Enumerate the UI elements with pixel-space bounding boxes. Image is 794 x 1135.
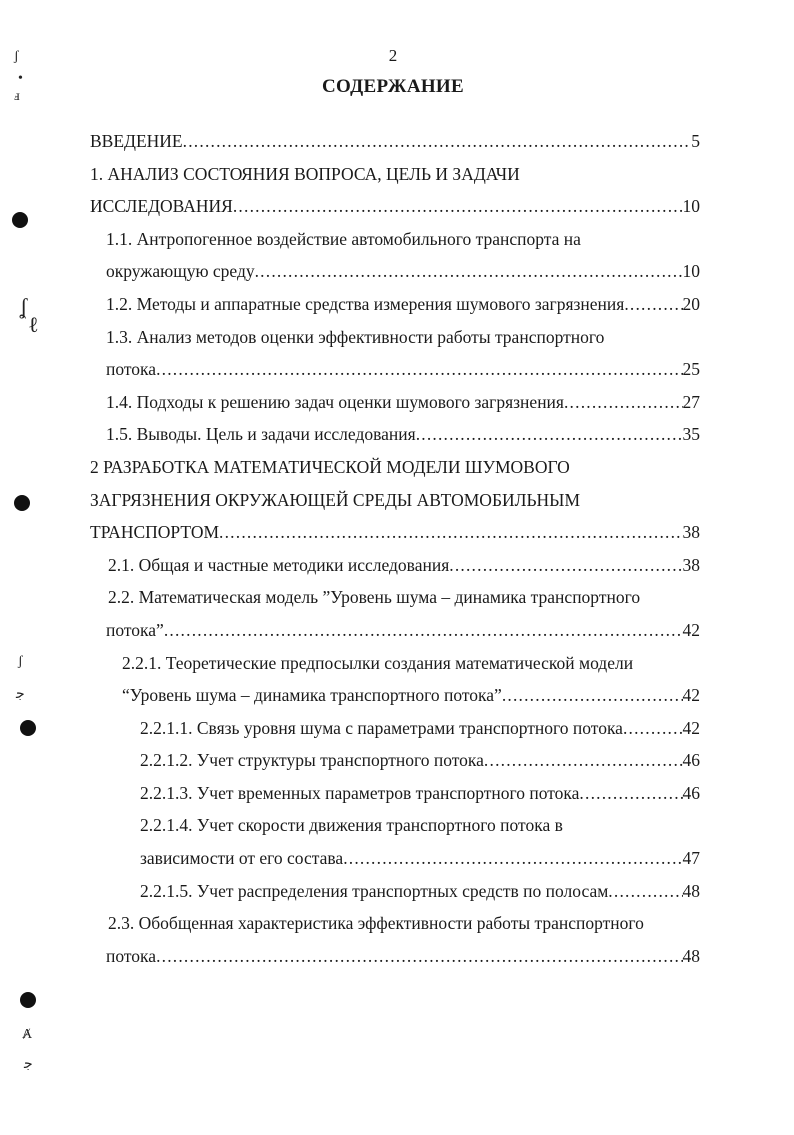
- toc-page-number: 47: [682, 848, 700, 869]
- toc-entry-text: 2 РАЗРАБОТКА МАТЕМАТИЧЕСКОЙ МОДЕЛИ ШУМОВОГО: [90, 456, 570, 477]
- margin-mark: Ⱥ: [22, 1027, 33, 1042]
- toc-entry-text: 1.5. Выводы. Цель и задачи исследования: [106, 424, 416, 445]
- toc-entry-text: ЗАГРЯЗНЕНИЯ ОКРУЖАЮЩЕЙ СРЕДЫ АВТОМОБИЛЬНЫМ: [90, 489, 581, 510]
- toc-page-number: 35: [682, 424, 700, 445]
- toc-entry-1-2[interactable]: [90, 288, 700, 321]
- toc-page-number: 5: [691, 131, 700, 151]
- toc-entry-2-2-1-2[interactable]: [90, 744, 700, 777]
- margin-mark: ﺟ: [24, 1057, 33, 1072]
- toc-entry-text: 1.4. Подходы к решению задач оценки шумового загрязнения: [106, 391, 564, 412]
- toc-entry-text: потока”: [106, 619, 164, 640]
- toc-page-number: 48: [682, 880, 700, 901]
- toc-entry-text: 1. АНАЛИЗ СОСТОЯНИЯ ВОПРОСА, ЦЕЛЬ И ЗАДАЧИ: [90, 163, 520, 184]
- toc-entry-text: “Уровень шума – динамика транспортного потока”: [122, 685, 502, 706]
- toc-entry-2-1[interactable]: [90, 549, 700, 582]
- toc-entry-text: потока: [106, 359, 157, 380]
- toc-entry-text: 2.2.1.5. Учет распределения транспортных средств по полосам: [140, 880, 609, 901]
- margin-mark: ʃ: [18, 654, 23, 669]
- toc-entry-text: ТРАНСПОРТОМ: [90, 522, 220, 543]
- toc-entry-introduction[interactable]: [90, 125, 700, 158]
- toc-entry-text: 2.1. Общая и частные методики исследования: [108, 554, 450, 575]
- binder-hole: [20, 720, 36, 736]
- toc-entry-text: зависимости от его состава: [140, 848, 344, 869]
- toc-page-number: 20: [682, 293, 700, 314]
- table-of-contents: [90, 125, 700, 972]
- binder-hole: [20, 992, 36, 1008]
- toc-entry-1-4[interactable]: [90, 386, 700, 419]
- margin-mark: •: [18, 71, 23, 86]
- page-title: СОДЕРЖАНИЕ: [322, 76, 464, 97]
- toc-page-number: 10: [682, 196, 700, 217]
- binder-hole: [12, 212, 28, 228]
- toc-entry-text: потока: [106, 945, 157, 966]
- toc-entry-chapter-1[interactable]: [90, 158, 700, 223]
- toc-entry-text: 1.3. Анализ методов оценки эффективности работы транспортного: [106, 326, 605, 347]
- toc-page-number: 46: [682, 750, 700, 771]
- toc-entry-text: 2.2.1.2. Учет структуры транспортного потока: [140, 750, 484, 771]
- toc-entry-text: 2.2.1. Теоретические предпосылки создания математической модели: [122, 652, 634, 673]
- margin-mark: ⅎ: [14, 89, 20, 104]
- toc-entry-text: ИССЛЕДОВАНИЯ: [90, 196, 233, 217]
- binder-hole: [14, 495, 30, 511]
- toc-entry-2-2-1-5[interactable]: [90, 875, 700, 908]
- toc-entry-text: 1.2. Методы и аппаратные средства измерения шумового загрязнения: [106, 293, 625, 314]
- toc-entry-2-2-1-4[interactable]: [90, 809, 700, 874]
- toc-page-number: 46: [682, 782, 700, 803]
- toc-entry-text: окружающую среду: [106, 261, 255, 282]
- toc-entry-text: 2.3. Обобщенная характеристика эффективности работы транспортного: [108, 913, 644, 934]
- toc-entry-text: 2.2. Математическая модель ”Уровень шума – динамика транспортного: [108, 587, 641, 608]
- toc-page-number: 38: [682, 554, 700, 575]
- toc-page-number: 42: [682, 685, 700, 706]
- toc-entry-2-2-1-1[interactable]: [90, 712, 700, 745]
- page-number: 2: [388, 46, 398, 65]
- toc-entry-text: 2.2.1.3. Учет временных параметров транспортного потока: [140, 782, 580, 803]
- toc-page-number: 42: [682, 619, 700, 640]
- toc-entry-2-2[interactable]: [90, 581, 700, 646]
- toc-entry-text: ВВЕДЕНИЕ: [90, 131, 183, 151]
- margin-mark: ʃ: [14, 49, 19, 64]
- toc-page-number: 27: [682, 391, 700, 412]
- toc-entry-2-2-1-3[interactable]: [90, 777, 700, 810]
- toc-page-number: 25: [682, 359, 700, 380]
- toc-page-number: 42: [682, 717, 700, 738]
- toc-page-number: 48: [682, 945, 700, 966]
- toc-entry-1-5[interactable]: [90, 418, 700, 451]
- toc-page-number: 38: [682, 522, 700, 543]
- toc-page-number: 10: [682, 261, 700, 282]
- toc-entry-1-3[interactable]: [90, 321, 700, 386]
- toc-entry-2-3[interactable]: [90, 907, 700, 972]
- toc-entry-1-1[interactable]: [90, 223, 700, 288]
- margin-mark: ﺟ: [16, 687, 25, 702]
- toc-entry-text: 1.1. Антропогенное воздействие автомобильного транспорта на: [106, 228, 581, 249]
- toc-entry-text: 2.2.1.1. Связь уровня шума с параметрами транспортного потока: [140, 717, 623, 738]
- margin-mark: ℓ: [28, 312, 39, 337]
- toc-entry-chapter-2[interactable]: [90, 451, 700, 549]
- toc-entry-text: 2.2.1.4. Учет скорости движения транспортного потока в: [140, 815, 563, 836]
- toc-entry-2-2-1[interactable]: [90, 647, 700, 712]
- margin-mark: ʆ: [20, 294, 28, 319]
